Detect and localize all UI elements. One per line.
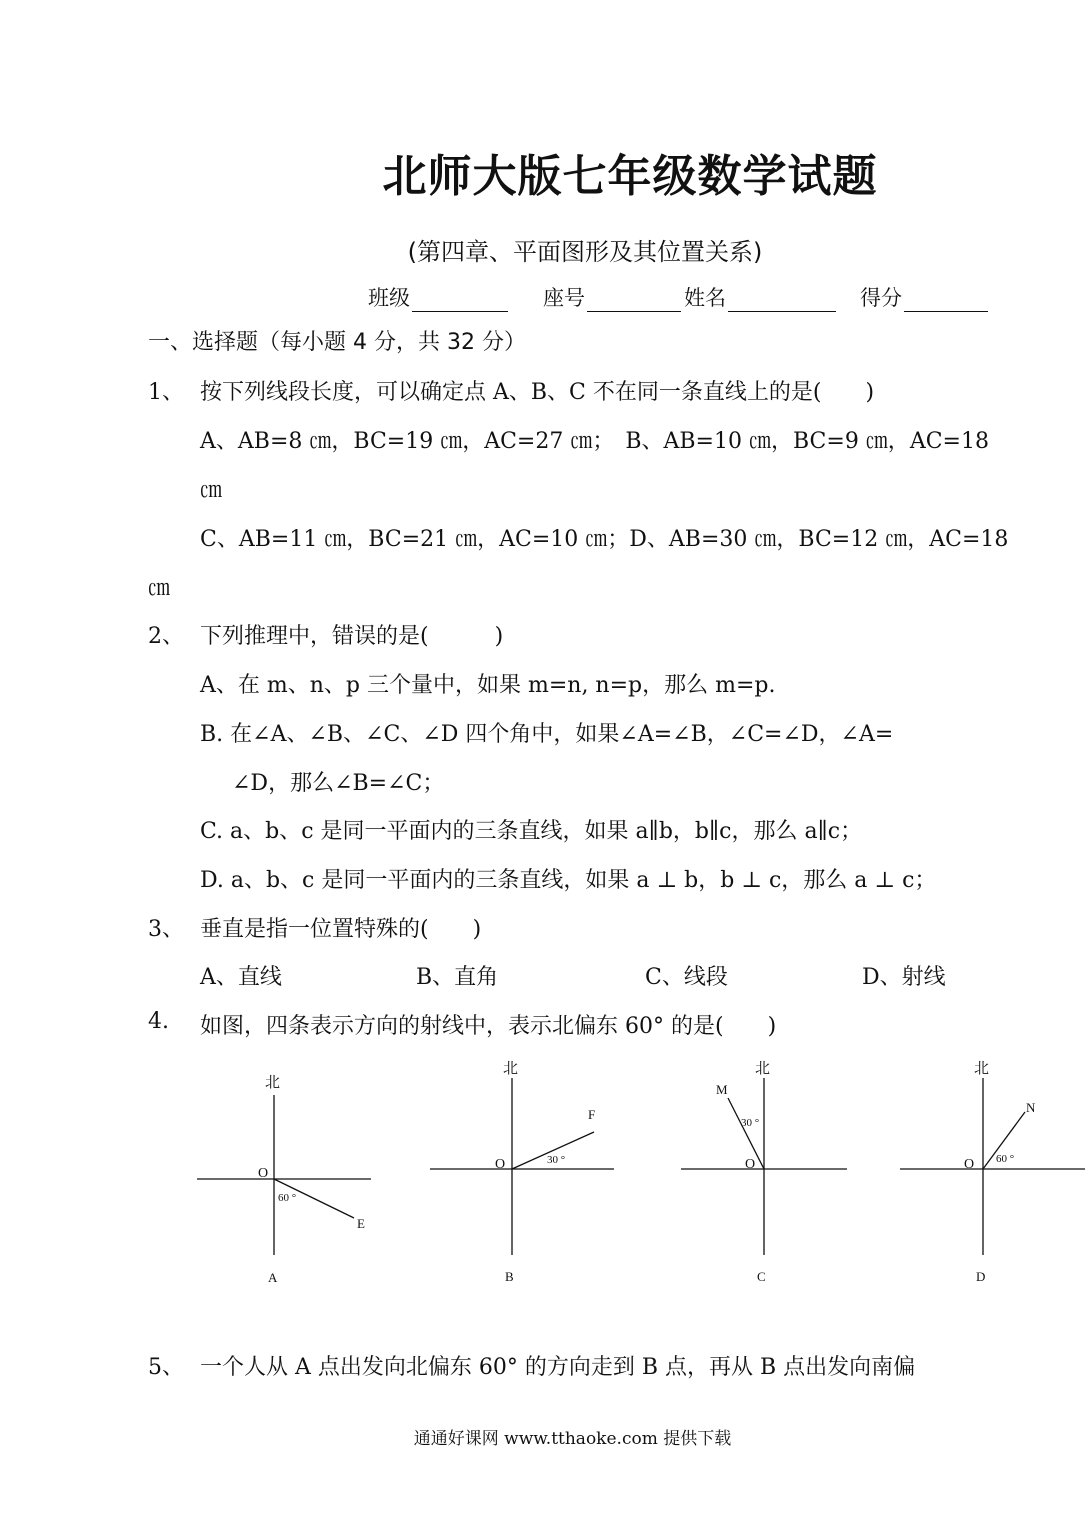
diagram-b-north-label: 北 [503,1061,519,1077]
page-subtitle: (第四章、平面图形及其位置关系) [407,238,763,266]
diagram-d-caption: D [976,1269,986,1284]
q3-option-a: A、直线 [200,965,282,990]
q1-option-ab: A、AB=8 ㎝，BC=19 ㎝，AC=27 ㎝； B、AB=10 ㎝，BC=9 ㎝，AC=18 [200,429,989,454]
diagram-a [197,1074,371,1285]
diagram-c-origin-label: O [745,1157,756,1172]
diagram-c-north-label: 北 [755,1061,771,1077]
q2-option-b: B. 在∠A、∠B、∠C、∠D 四个角中，如果∠A=∠B，∠C=∠D，∠A= [200,722,894,747]
diagram-c-caption: C [757,1269,766,1284]
diagram-d-north-label: 北 [974,1061,990,1077]
q1-number: 1、 [148,380,184,405]
q2-option-b-wrap: ∠D，那么∠B=∠C； [232,771,445,796]
page-title: 北师大版七年级数学试题 [382,151,878,202]
diagram-a-caption: A [268,1270,278,1285]
q2-option-d: D. a、b、c 是同一平面内的三条直线，如果 a ⊥ b，b ⊥ c，那么 a ⊥ c； [200,868,937,893]
q2-number: 2、 [148,624,184,649]
diagram-d-origin-label: O [964,1157,975,1172]
diagram-a-origin-label: O [258,1166,269,1181]
name-label: 姓名 [684,286,726,310]
diagram-a-angle-label: 60 ° [278,1192,297,1204]
q5-number: 5、 [148,1355,184,1380]
diagram-a-north-label: 北 [265,1075,281,1091]
q4-stem: 如图，四条表示方向的射线中，表示北偏东 60° 的是( ) [200,1014,777,1039]
class-label: 班级 [368,286,410,310]
page-footer: 通通好课网 www.tthaoke.com 提供下载 [413,1429,732,1449]
diagram-b-angle-label: 30 ° [547,1154,566,1166]
section-heading: 一、选择题（每小题 4 分，共 32 分） [148,330,526,355]
diagram-c-ray-label: M [716,1082,728,1097]
diagram-b-caption: B [505,1269,514,1284]
name-field [684,282,836,312]
class-field [368,282,508,312]
q3-option-d: D、射线 [862,965,946,990]
score-label: 得分 [860,286,902,310]
q1-option-cd: C、AB=11 ㎝，BC=21 ㎝，AC=10 ㎝；D、AB=30 ㎝，BC=12 ㎝，AC=18 [200,527,1009,552]
q1-option-cd-wrap: ㎝ [148,576,171,601]
q1-option-ab-wrap: ㎝ [200,478,223,503]
q1-stem: 按下列线段长度，可以确定点 A、B、C 不在同一条直线上的是( ) [200,380,875,405]
diagram-d [900,1060,1085,1284]
diagram-d-ray-label: N [1026,1100,1036,1115]
q3-option-b: B、直角 [416,965,499,990]
diagram-b-origin-label: O [495,1157,506,1172]
diagram-b [430,1060,614,1284]
diagram-b-ray-label: F [588,1107,596,1122]
score-blank [904,289,988,312]
class-blank [412,289,508,312]
name-blank [728,289,836,312]
diagram-c [681,1060,847,1284]
q3-number: 3、 [148,917,184,942]
diagram-a-ray-label: E [357,1216,365,1231]
q3-stem: 垂直是指一位置特殊的( ) [200,917,482,942]
diagram-d-angle-label: 60 ° [996,1153,1015,1165]
score-field [860,282,988,312]
q4-diagrams [0,1050,1087,1300]
q2-option-c: C. a、b、c 是同一平面内的三条直线，如果 a∥b，b∥c，那么 a∥c； [200,819,863,844]
q2-stem: 下列推理中，错误的是( ) [200,624,504,649]
seat-blank [587,289,681,312]
q5-stem: 一个人从 A 点出发向北偏东 60° 的方向走到 B 点，再从 B 点出发向南偏 [200,1355,916,1380]
seat-field [543,282,681,312]
diagram-c-angle-label: 30 ° [741,1117,760,1129]
seat-label: 座号 [543,286,585,310]
q3-option-c: C、线段 [645,965,728,990]
q4-number: 4. [148,1009,169,1034]
q2-option-a: A、在 m、n、p 三个量中，如果 m=n, n=p，那么 m=p. [200,673,776,698]
